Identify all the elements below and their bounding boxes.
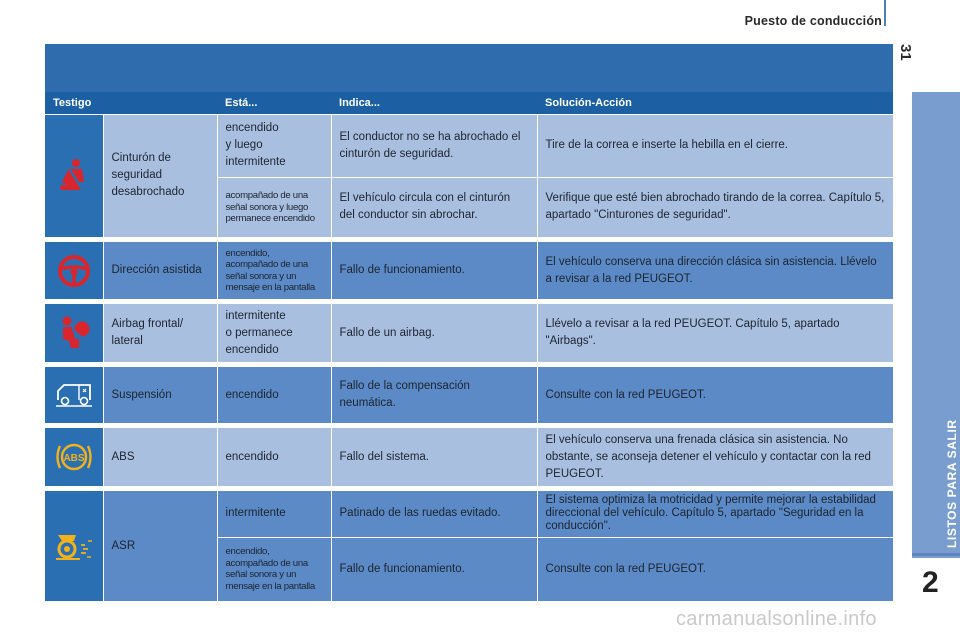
warning-light-name: Cinturón de seguridad desabrochado bbox=[103, 114, 217, 237]
table-row bbox=[45, 428, 893, 486]
solution-cell: El vehículo conserva una frenada clásica sin asistencia. No obstante, se aconseja detener el vehículo y contactar con la red PEUGEOT. bbox=[537, 428, 893, 486]
solution-cell: Llévelo a revisar a la red PEUGEOT. Capítulo 5, apartado "Airbags". bbox=[537, 304, 893, 362]
warning-light-cell bbox=[45, 491, 103, 601]
state-cell: encendido y luego intermitente bbox=[217, 114, 331, 177]
chapter-tab-label-wrap bbox=[912, 92, 960, 552]
warning-light-name: Suspensión bbox=[103, 367, 217, 423]
table-row bbox=[45, 114, 893, 177]
indication-cell: Fallo de un airbag. bbox=[331, 304, 537, 362]
page-number: 31 bbox=[897, 44, 914, 61]
warning-light-cell bbox=[45, 114, 103, 237]
solution-cell: El sistema optimiza la motricidad y permite mejorar la estabilidad direccional del vehículo. Capítulo 5, apartado "Seguridad en la conducción". bbox=[537, 491, 893, 537]
indication-cell: Fallo de funcionamiento. bbox=[331, 242, 537, 299]
warning-light-name: ABS bbox=[103, 428, 217, 486]
solution-cell: Consulte con la red PEUGEOT. bbox=[537, 367, 893, 423]
indication-cell: El vehículo circula con el cinturón del conductor sin abrochar. bbox=[331, 177, 537, 237]
table-banner bbox=[45, 44, 893, 92]
header-divider bbox=[884, 0, 886, 26]
indication-cell: El conductor no se ha abrochado el cinturón de seguridad. bbox=[331, 114, 537, 177]
column-header-solucion: Solución-Acción bbox=[537, 92, 893, 114]
state-cell: encendido bbox=[217, 367, 331, 423]
chapter-tab-label: LISTOS PARA SALIR bbox=[945, 419, 959, 548]
watermark: carmanualsonline.info bbox=[676, 608, 877, 630]
state-cell: intermitente o permanece encendido bbox=[217, 304, 331, 362]
warning-light-cell bbox=[45, 428, 103, 486]
warning-light-name: ASR bbox=[103, 491, 217, 601]
airbag-icon bbox=[57, 315, 91, 351]
state-cell: encendido bbox=[217, 428, 331, 486]
column-header-testigo: Testigo bbox=[45, 92, 217, 114]
column-header-indica: Indica... bbox=[331, 92, 537, 114]
table-row bbox=[45, 367, 893, 423]
solution-cell: Tire de la correa e inserte la hebilla en el cierre. bbox=[537, 114, 893, 177]
column-header-esta: Está... bbox=[217, 92, 331, 114]
state-cell: encendido, acompañado de una señal sonora y un mensaje en la pantalla bbox=[217, 537, 331, 601]
page-header bbox=[0, 0, 960, 40]
indication-cell: Fallo de funcionamiento. bbox=[331, 537, 537, 601]
steering-wheel-icon bbox=[57, 254, 91, 288]
chapter-tab-separator bbox=[912, 553, 960, 556]
svg-text:ABS: ABS bbox=[63, 453, 85, 464]
asr-icon bbox=[54, 531, 94, 561]
indication-cell: Patinado de las ruedas evitado. bbox=[331, 491, 537, 537]
warning-lights-table-wrap bbox=[45, 44, 893, 604]
table-header-row bbox=[45, 92, 893, 114]
table-row bbox=[45, 242, 893, 299]
indication-cell: Fallo de la compensación neumática. bbox=[331, 367, 537, 423]
warning-light-cell bbox=[45, 242, 103, 299]
warning-light-cell bbox=[45, 367, 103, 423]
state-cell: encendido, acompañado de una señal sonora y un mensaje en la pantalla bbox=[217, 242, 331, 299]
warning-light-cell bbox=[45, 304, 103, 362]
suspension-icon bbox=[55, 382, 93, 408]
warning-lights-table bbox=[45, 92, 893, 601]
state-cell: acompañado de una señal sonora y luego permanece encendido bbox=[217, 177, 331, 237]
section-title: Puesto de conducción bbox=[744, 14, 882, 28]
seatbelt-icon bbox=[58, 158, 90, 194]
chapter-number: 2 bbox=[922, 566, 939, 599]
warning-light-name: Dirección asistida bbox=[103, 242, 217, 299]
solution-cell: El vehículo conserva una dirección clásica sin asistencia. Llévelo a revisar a la red PEUGEOT. bbox=[537, 242, 893, 299]
warning-light-name: Airbag frontal/ lateral bbox=[103, 304, 217, 362]
solution-cell: Consulte con la red PEUGEOT. bbox=[537, 537, 893, 601]
solution-cell: Verifique que esté bien abrochado tirando de la correa. Capítulo 5, apartado "Cinturones de seguridad". bbox=[537, 177, 893, 237]
table-row bbox=[45, 491, 893, 537]
table-row bbox=[45, 304, 893, 362]
indication-cell: Fallo del sistema. bbox=[331, 428, 537, 486]
state-cell: intermitente bbox=[217, 491, 331, 537]
abs-icon bbox=[54, 440, 94, 474]
